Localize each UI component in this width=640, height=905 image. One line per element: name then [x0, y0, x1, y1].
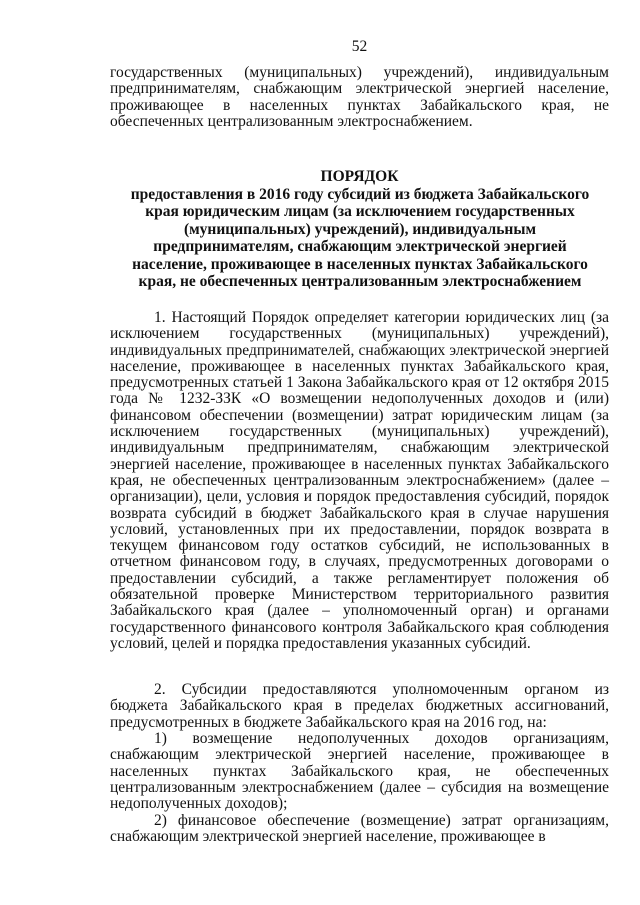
paragraph-1: 1. Настоящий Порядок определяет категории юридических лиц (за исключением государственных (муниципальных) учреждений), индивидуальных предпринимателей, снабжающих электрической энергией население, проживающее в населенных пунктах Забайкальского края, предусмотренных статьей 1 Закона Забайкальского края от 12 октября 2015 года № 1232-ЗЗК «О возмещении недополученных доходов и (или) финансовом обеспечении (возмещении) затрат юридическим лицам (за исключением государственных (муниципальных) учреждений), индивидуальным предпринимателям, снабжающим электрической энергией население, проживающее в населенных пунктах Забайкальского края, не обеспеченных централизованным электроснабжением» (далее – организации), цели, условия и порядок предоставления субсидий, порядок возврата субсидий в бюджет Забайкальского края в случае нарушения условий, установленных при их предоставлении, порядок возврата в текущем финансовом году остатков субсидий, не использованных в отчетном финансовом году, в случаях, предусмотренных договорами о предоставлении субсидий, а также регламентирует положения об обязательной проверке Министерством территориального развития Забайкальского края (далее – уполномоченный орган) и органами государственного финансового контроля Забайкальского края соблюдения условий, целей и порядка предоставления указанных субсидий.	[110, 309, 609, 652]
document-subtitle: предоставления в 2016 году субсидий из бюджета Забайкальского края юридическим лицам (за исключением государственных (муниципальных) учреждений), индивидуальным предпринимателям, снабжающим электрической энергией население, проживающее в населенных пунктах Забайкальского края, не обеспеченных централизованным электроснабжением	[130, 186, 590, 291]
paragraph-2: 2. Субсидии предоставляются уполномоченным органом из бюджета Забайкальского края в пределах бюджетных ассигнований, предусмотренных в бюджете Забайкальского края на 2016 год, на:	[110, 681, 609, 731]
page-number: 52	[351, 38, 368, 55]
list-item-1: 1) возмещение недополученных доходов организациям, снабжающим электрической энергией население, проживающее в населенных пунктах Забайкальского края, не обеспеченных централизованным электроснабжением (далее – субсидия на возмещение недополученных доходов);	[110, 730, 609, 813]
document-title: ПОРЯДОК	[320, 168, 399, 185]
list-item-2: 2) финансовое обеспечение (возмещение) затрат организациям, снабжающим электрической энергией население, проживающее в	[110, 812, 609, 846]
intro-paragraph: государственных (муниципальных) учреждений), индивидуальным предпринимателям, снабжающим электрической энергией население, проживающее в населенных пунктах Забайкальского края, не обеспеченных централизованным электроснабжением.	[110, 64, 609, 130]
